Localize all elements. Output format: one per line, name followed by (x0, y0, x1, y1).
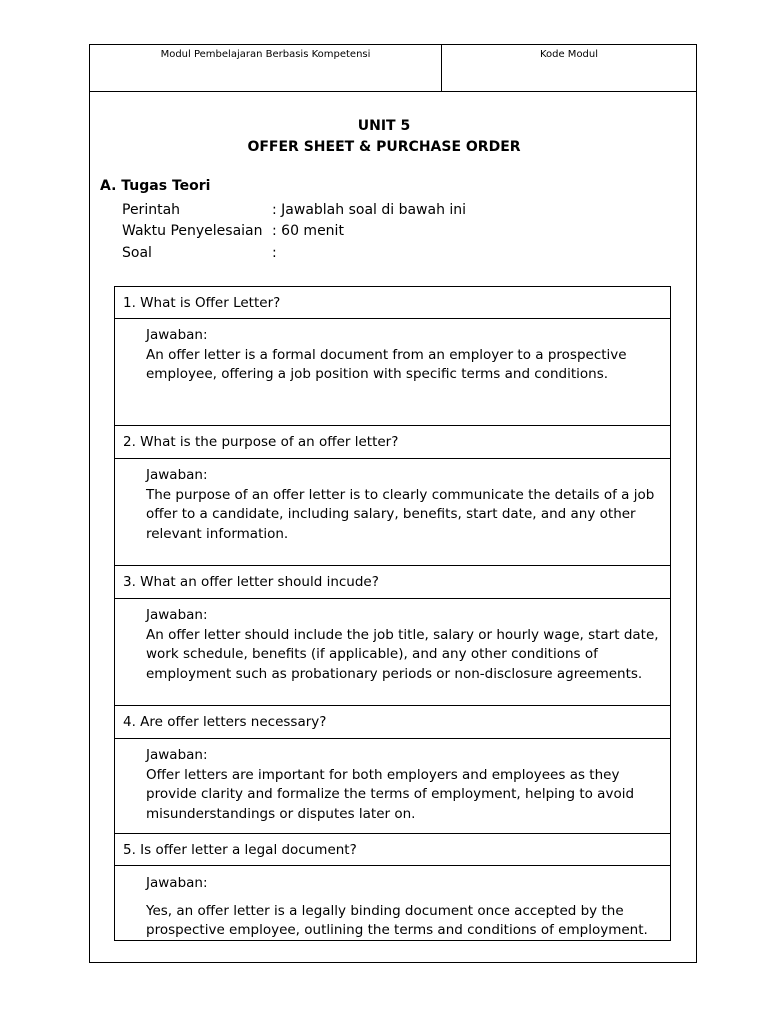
info-key: Soal (122, 245, 152, 261)
unit-subtitle: OFFER SHEET & PURCHASE ORDER (247, 139, 521, 155)
answer-row (114, 738, 671, 834)
question-text: 3. What an offer letter should incude? (123, 574, 379, 590)
answer-text: Offer letters are important for both employers and employees as they provide clarity and formalize the terms of employment, helping to avoid misunderstandings or disputes later on. (146, 766, 635, 822)
question-row (114, 565, 671, 599)
answer-label: Jawaban: (146, 327, 208, 343)
answer-row (114, 865, 671, 941)
info-value: : 60 menit (272, 223, 344, 239)
question-text: 1. What is Offer Letter? (123, 294, 281, 311)
page-title (0, 116, 768, 158)
answer-text: The purpose of an offer letter is to clearly communicate the details of a job offer to a candidate, including salary, benefits, start date, and any other relevant information. (146, 486, 655, 542)
answer-text: An offer letter should include the job title, salary or hourly wage, start date, work schedule, benefits (if applicable), and any other conditions of employment such as probationary periods or non-disclosure agreements. (146, 626, 659, 682)
section-heading: A. Tugas Teori (100, 178, 211, 194)
question-text: 5. Is offer letter a legal document? (123, 841, 357, 858)
question-row (114, 425, 671, 459)
info-key: Perintah (122, 202, 181, 218)
question-row (114, 705, 671, 739)
info-row-questions (122, 243, 277, 263)
question-text: 4. Are offer letters necessary? (123, 714, 327, 730)
answer-label: Jawaban: (146, 875, 208, 891)
question-row (114, 286, 671, 319)
question-text: 2. What is the purpose of an offer letter? (123, 434, 399, 450)
info-key: Waktu Penyelesaian (122, 223, 263, 239)
answer-row (114, 598, 671, 706)
unit-number: UNIT 5 (357, 118, 411, 134)
answer-label: Jawaban: (146, 607, 208, 623)
info-value: : (272, 245, 277, 261)
info-value: : Jawablah soal di bawah ini (272, 202, 467, 218)
module-title-cell: Modul Pembelajaran Berbasis Kompetensi (90, 45, 442, 91)
module-code-cell: Kode Modul (539, 49, 599, 60)
info-row-duration (122, 221, 344, 241)
info-row-instruction (122, 200, 466, 220)
answer-row (114, 318, 671, 426)
answer-text: Yes, an offer letter is a legally binding document once accepted by the prospective employee, outlining the terms and conditions of employment. (146, 902, 648, 938)
question-row (114, 833, 671, 866)
answer-label: Jawaban: (146, 747, 208, 763)
answer-label: Jawaban: (146, 467, 208, 483)
answer-text: An offer letter is a formal document from an employer to a prospective employee, offering a job position with specific terms and conditions. (146, 346, 627, 382)
module-header (89, 44, 697, 92)
answer-row (114, 458, 671, 566)
